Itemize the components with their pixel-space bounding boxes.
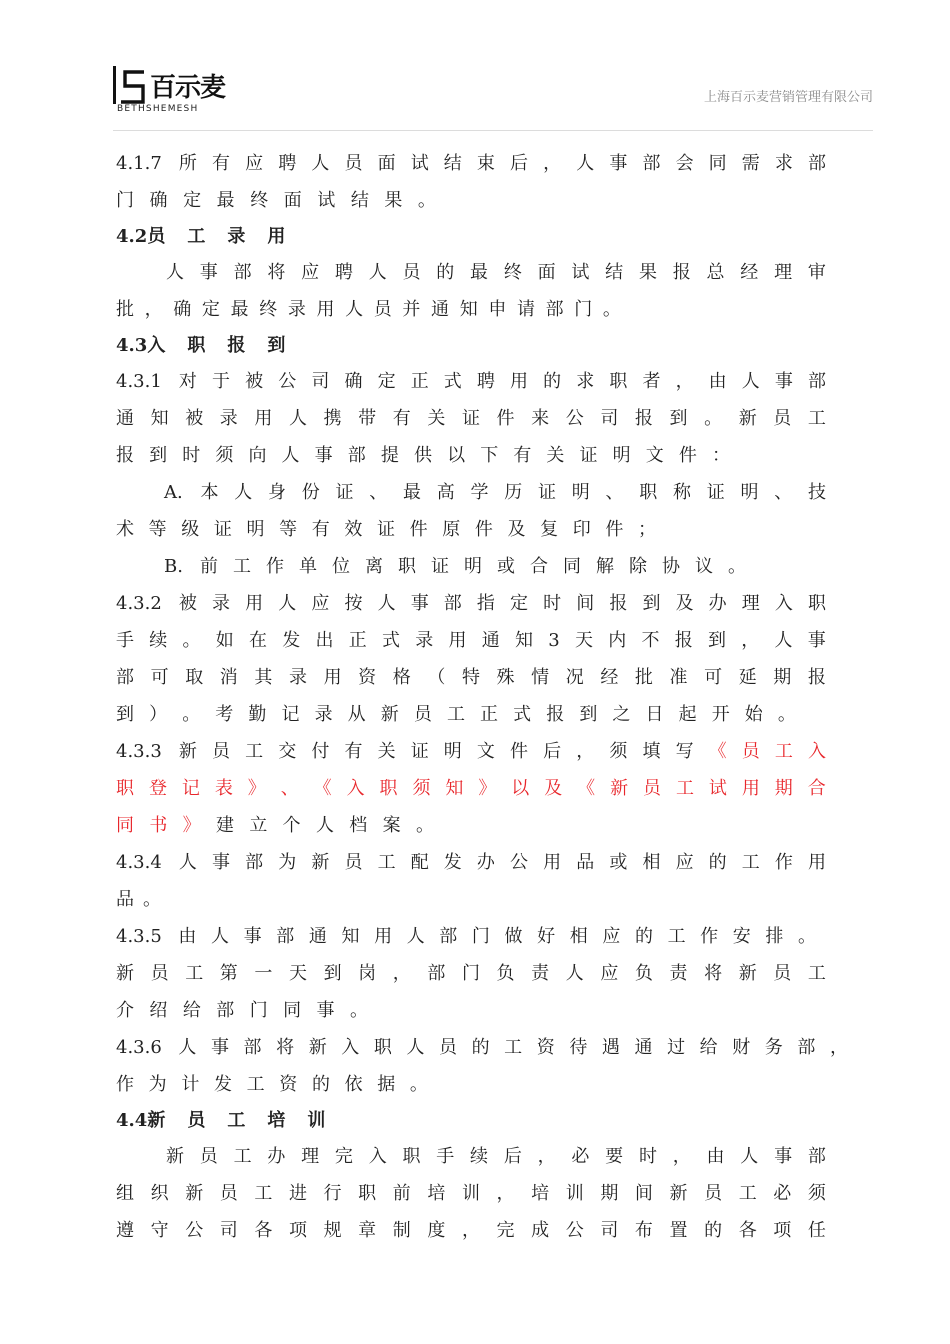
paragraph-line: 作 为 计 发 工 资 的 依 据 。: [116, 1074, 428, 1095]
clause-number: 4.3.5: [116, 926, 162, 947]
section-heading: 4.4 新 员 工 培 训: [116, 1103, 826, 1138]
section-number: 4.3: [116, 335, 148, 356]
page-header: [113, 64, 873, 131]
paragraph-line: 手 续 。 如 在 发 出 正 式 录 用 通 知 3 天 内 不 报 到 ， 人 事: [116, 630, 826, 651]
paragraph-line: 新 员 工 办 理 完 入 职 手 续 后 ， 必 要 时 ， 由 人 事 部: [166, 1146, 826, 1167]
paragraph-line: B. 前 工 作 单 位 离 职 证 明 或 合 同 解 除 协 议 。: [116, 548, 746, 585]
paragraph-line: 同 书 》 建 立 个 人 档 案 。: [116, 815, 434, 836]
paragraph-line: 到 ） 。 考 勤 记 录 从 新 员 工 正 式 报 到 之 日 起 开 始 。: [116, 704, 796, 725]
clause-number: 4.1.7: [116, 153, 162, 174]
section-number: 4.2: [116, 226, 148, 247]
paragraph-line: 批 ， 确 定 最 终 录 用 人 员 并 通 知 申 请 部 门 。: [116, 299, 621, 320]
paragraph-line: A. 本 人 身 份 证 、 最 高 学 历 证 明 、 职 称 证 明 、 技: [116, 474, 826, 511]
paragraph-line: 新 员 工 第 一 天 到 岗 ， 部 门 负 责 人 应 负 责 将 新 员 工: [116, 963, 826, 984]
paragraph-line: 4.3.3 新 员 工 交 付 有 关 证 明 文 件 后 ， 须 填 写 《 员 工 入: [116, 733, 826, 770]
section-heading: 4.3 入 职 报 到: [116, 328, 826, 363]
paragraph-line: 报 到 时 须 向 人 事 部 提 供 以 下 有 关 证 明 文 件 ：: [116, 445, 730, 466]
paragraph-line: 4.3.6 人 事 部 将 新 入 职 人 员 的 工 资 待 遇 通 过 给 财 务 部 ，: [116, 1029, 848, 1066]
paragraph-line: 4.3.5 由 人 事 部 通 知 用 人 部 门 做 好 相 应 的 工 作 安 排 。: [116, 918, 816, 955]
clause-number: A.: [164, 482, 183, 503]
clause-number: 4.3.1: [116, 371, 162, 392]
paragraph-line: 品 。: [116, 889, 161, 910]
paragraph-line: 介 绍 给 部 门 同 事 。: [116, 1000, 368, 1021]
clause-number: 4.3.6: [116, 1037, 162, 1058]
clause-number: 4.3.3: [116, 741, 162, 762]
clause-number: 4.3.2: [116, 593, 162, 614]
paragraph-line: 门 确 定 最 终 面 试 结 果 。: [116, 190, 436, 211]
paragraph-line: 4.3.4 人 事 部 为 新 员 工 配 发 办 公 用 品 或 相 应 的 工 作 用: [116, 844, 826, 881]
paragraph-line: 4.1.7 所 有 应 聘 人 员 面 试 结 束 后 ， 人 事 部 会 同 需 求 部: [116, 145, 826, 182]
section-number: 4.4: [116, 1110, 148, 1131]
logo-chinese-text: 百示麦: [150, 73, 226, 103]
paragraph-line: 术 等 级 证 明 等 有 效 证 件 原 件 及 复 印 件 ；: [116, 519, 656, 540]
logo-english-text: BETHSHEMESH: [117, 104, 199, 114]
company-name: 上海百示麦营销管理有限公司: [703, 90, 873, 105]
document-body: [116, 145, 848, 1249]
paragraph-line: 职 登 记 表 》 、 《 入 职 须 知 》 以 及 《 新 员 工 试 用 期 合: [116, 778, 826, 799]
paragraph-line: 4.3.2 被 录 用 人 应 按 人 事 部 指 定 时 间 报 到 及 办 理 入 职: [116, 585, 826, 622]
paragraph-line: 遵 守 公 司 各 项 规 章 制 度 ， 完 成 公 司 布 置 的 各 项 任: [116, 1220, 826, 1241]
paragraph-line: 人 事 部 将 应 聘 人 员 的 最 终 面 试 结 果 报 总 经 理 审: [166, 262, 826, 283]
paragraph-line: 4.3.1 对 于 被 公 司 确 定 正 式 聘 用 的 求 职 者 ， 由 人 事 部: [116, 363, 826, 400]
clause-number: B.: [164, 556, 183, 577]
section-heading: 4.2 员 工 录 用: [116, 219, 826, 254]
paragraph-line: 组 织 新 员 工 进 行 职 前 培 训 ， 培 训 期 间 新 员 工 必 须: [116, 1183, 826, 1204]
paragraph-line: 部 可 取 消 其 录 用 资 格 （ 特 殊 情 况 经 批 准 可 延 期 报: [116, 667, 826, 688]
paragraph-line: 通 知 被 录 用 人 携 带 有 关 证 件 来 公 司 报 到 。 新 员 工: [116, 408, 826, 429]
clause-number: 4.3.4: [116, 852, 162, 873]
company-logo: [113, 64, 253, 124]
